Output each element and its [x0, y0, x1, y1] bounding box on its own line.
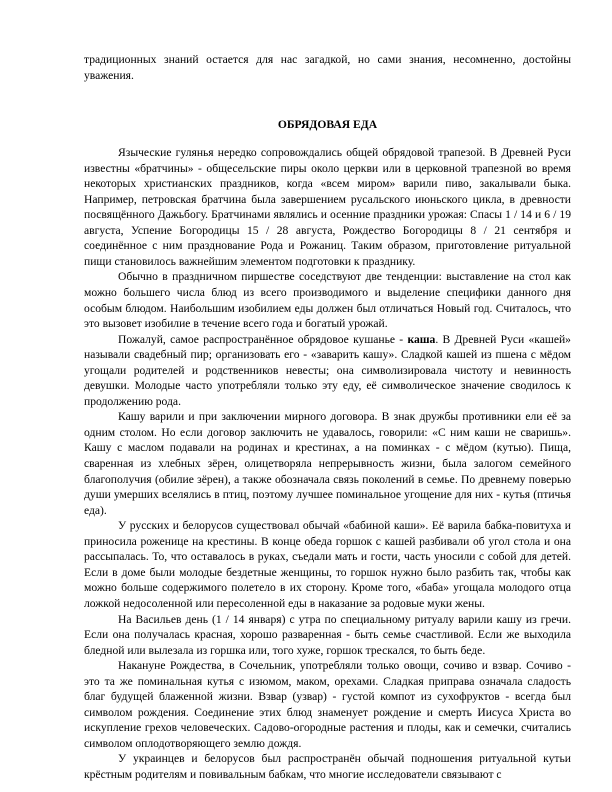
paragraph-christmas-eve: Накануне Рождества, в Сочельник, употребляли только овощи, сочиво и взвар. Сочиво - это та же поминальная кутья с изюмом, маком, орехами. Сладкая приправа означала сладость благ будущей блаженной жизни. Взвар (узвар) - густой компот из сухофруктов - всегда был символом рождения. Соединение этих блюд знаменует рождение и смерть Иисуса Христа во искупление грехов человеческих. Садово-огородные растения и плоды, как и семечки, считались символом оплодотворяющего землю дождя.	[84, 659, 571, 750]
document-page	[84, 52, 571, 783]
paragraph-peace-treaty: Кашу варили и при заключении мирного договора. В знак дружбы противники ели её за одним столом. Но если договор заключить не удавалось, говорили: «С ним каши не сваришь». Кашу с маслом подавали на родинах и крестинах, а на поминках - с мёдом (кутью). Пища, сваренная из хлебных зёрен, олицетворяла непрерывность жизни, была залогом семейного благополучия (обилие зёрен), а также обозначала связь поколений в семье. По древнему поверью души умерших вселялись в птиц, поэтому лучшее поминальное угощение для них - кутья (птичья еда).	[84, 410, 571, 517]
kasha-text-after: . В Древней Руси «кашей» называли свадебный пир; организовать его - «заварить кашу». Сладкой кашей из пшена с мёдом угощали родителей и родственников невесты; она символизировала чистоту и невинность девушки. Молодые часто употребляли только эту еду, её символическое значение сводилось к продолжению рода.	[84, 332, 571, 408]
section-title: ОБРЯДОВАЯ ЕДА	[277, 118, 378, 132]
paragraph-babina-kasha: У русских и белорусов существовал обычай «бабиной каши». Её варила бабка-повитуха и приносила роженице на крестины. В конце обеда горшок с кашей разбивали об угол стола и она рассыпалась. То, что оставалось в руках, съедали мать и гости, часть уносили с собой для детей. Если в доме были молодые бездетные женщины, то горшок нужно было разбить так, чтобы как можно больше содержимого полетело в их сторону. Кроме того, «баба» угощала молодого отца ложкой недосоленной или пересоленной еды в наказание за родовые муки жены.	[84, 519, 571, 610]
kasha-text-before: Пожалуй, самое распространённое обрядовое кушанье -	[118, 332, 408, 346]
intro-paragraph: традиционных знаний остается для нас загадкой, но сами знания, несомненно, достойны уважения.	[84, 53, 571, 82]
kasha-bold-word: каша	[407, 332, 436, 346]
paragraph-feast-tendencies: Обычно в праздничном пиршестве соседствуют две тенденции: выставление на стол как можно большего числа блюд из всего производимого и выделение специфики данного дня особым блюдом. Наибольшим изобилием еды должен был отличаться Новый год. Считалось, что это вызовет изобилие в течение всего года и богатый урожай.	[84, 270, 571, 331]
paragraph-bratchiny: Языческие гулянья нередко сопровождались общей обрядовой трапезой. В Древней Руси известны «братчины» - общесельские пиры около церкви или в церковной трапезной во время некоторых христианских праздников, когда «всем миром» варили пиво, закалывали быка. Например, петровская братчина была завершением русальского июньского цикла, в древности посвящённого Дажьбогу. Братчинами являлись и осенние праздники урожая: Спасы 1 / 14 и 6 / 19 августа, Успение Богородицы 15 / 28 августа, Рождество Богородицы 8 / 21 сентября и соединённое с ним празднование Рода и Рожаниц. Таким образом, приготовление ритуальной пищи становилось важнейшим элементом подготовки к празднику.	[84, 146, 571, 268]
paragraph-vasiliev-day: На Васильев день (1 / 14 января) с утра по специальному ритуалу варили кашу из гречи. Если она получалась красная, хорошо разваренная - быть семье счастливой. Если же выходила бледной или вылезала из горшка или, того хуже, горшок трескался, то быть беде.	[84, 612, 571, 657]
paragraph-kasha	[84, 332, 571, 410]
paragraph-kutya-custom: У украинцев и белорусов был распространён обычай подношения ритуальной кутьи крёстным родителям и повивальным бабкам, что многие исследователи связывают с	[84, 752, 571, 781]
